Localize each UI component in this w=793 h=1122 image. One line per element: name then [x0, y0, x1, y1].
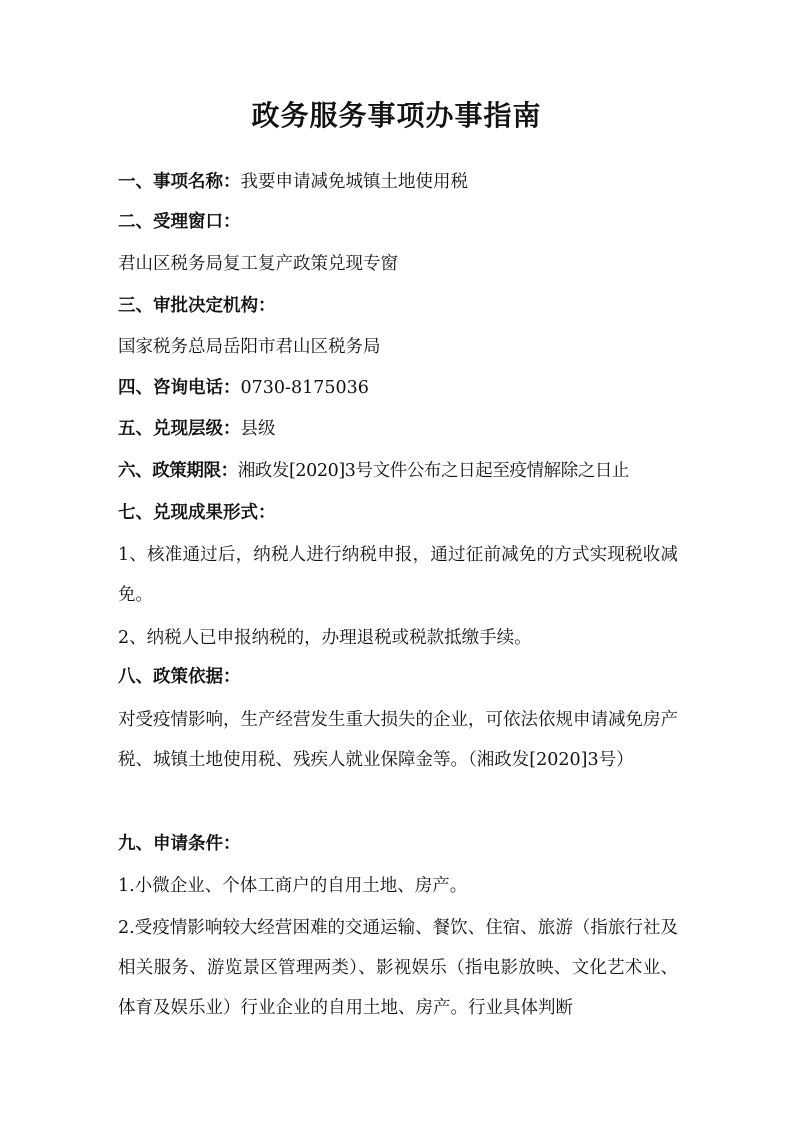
item-policy-period-value: 湘政发[2020]3号文件公布之日起至疫情解除之日止	[237, 461, 630, 481]
item-policy-basis-paragraph: 对受疫情影响，生产经营发生重大损失的企业，可依法依规申请减免房产税、城镇土地使用税、残疾人就业保障金等。（湘政发[2020]3号）	[118, 710, 678, 770]
item-conditions-paragraph-1: 1.小微企业、个体工商户的自用土地、房产。	[118, 876, 468, 896]
item-policy-period-label: 六、政策期限：	[118, 461, 238, 481]
item-window-value	[118, 249, 688, 279]
page-title: 政务服务事项办事指南	[251, 99, 542, 132]
item-phone-label: 四、咨询电话：	[118, 378, 241, 398]
item-matter-name	[118, 167, 688, 197]
item-result-form-paragraph-1: 1、核准通过后，纳税人进行纳税申报，通过征前减免的方式实现税收减免。	[118, 545, 678, 605]
item-conditions-paragraph-2: 2.受疫情影响较大经营困难的交通运输、餐饮、住宿、旅游（指旅行社及相关服务、游览景区管理两类）、影视娱乐（指电影放映、文化艺术业、体育及娱乐业）行业企业的自用土地、房产。行业具体判断	[118, 918, 678, 1018]
item-policy-period	[118, 456, 688, 486]
item-authority-value-text: 国家税务总局岳阳市君山区税务局	[118, 337, 381, 357]
item-level	[118, 414, 688, 444]
item-matter-name-value: 我要申请减免城镇土地使用税	[240, 172, 468, 192]
item-authority-label: 三、审批决定机构：	[118, 296, 276, 316]
item-authority-value	[118, 332, 688, 362]
item-conditions-label: 九、申请条件：	[118, 834, 241, 854]
item-level-value: 县级	[240, 419, 276, 439]
item-window-label: 二、受理窗口：	[118, 212, 241, 232]
item-window-value-text: 君山区税务局复工复产政策兑现专窗	[118, 254, 398, 274]
item-phone	[118, 373, 688, 403]
item-policy-basis-label: 八、政策依据：	[118, 667, 241, 687]
item-level-label: 五、兑现层级：	[118, 419, 241, 439]
item-phone-value: 0730-8175036	[240, 378, 369, 398]
item-matter-name-label: 一、事项名称：	[118, 172, 241, 192]
item-result-form-label: 七、兑现成果形式：	[118, 503, 276, 523]
item-result-form-paragraph-2: 2、纳税人已申报纳税的，办理退税或税款抵缴手续。	[118, 628, 532, 648]
